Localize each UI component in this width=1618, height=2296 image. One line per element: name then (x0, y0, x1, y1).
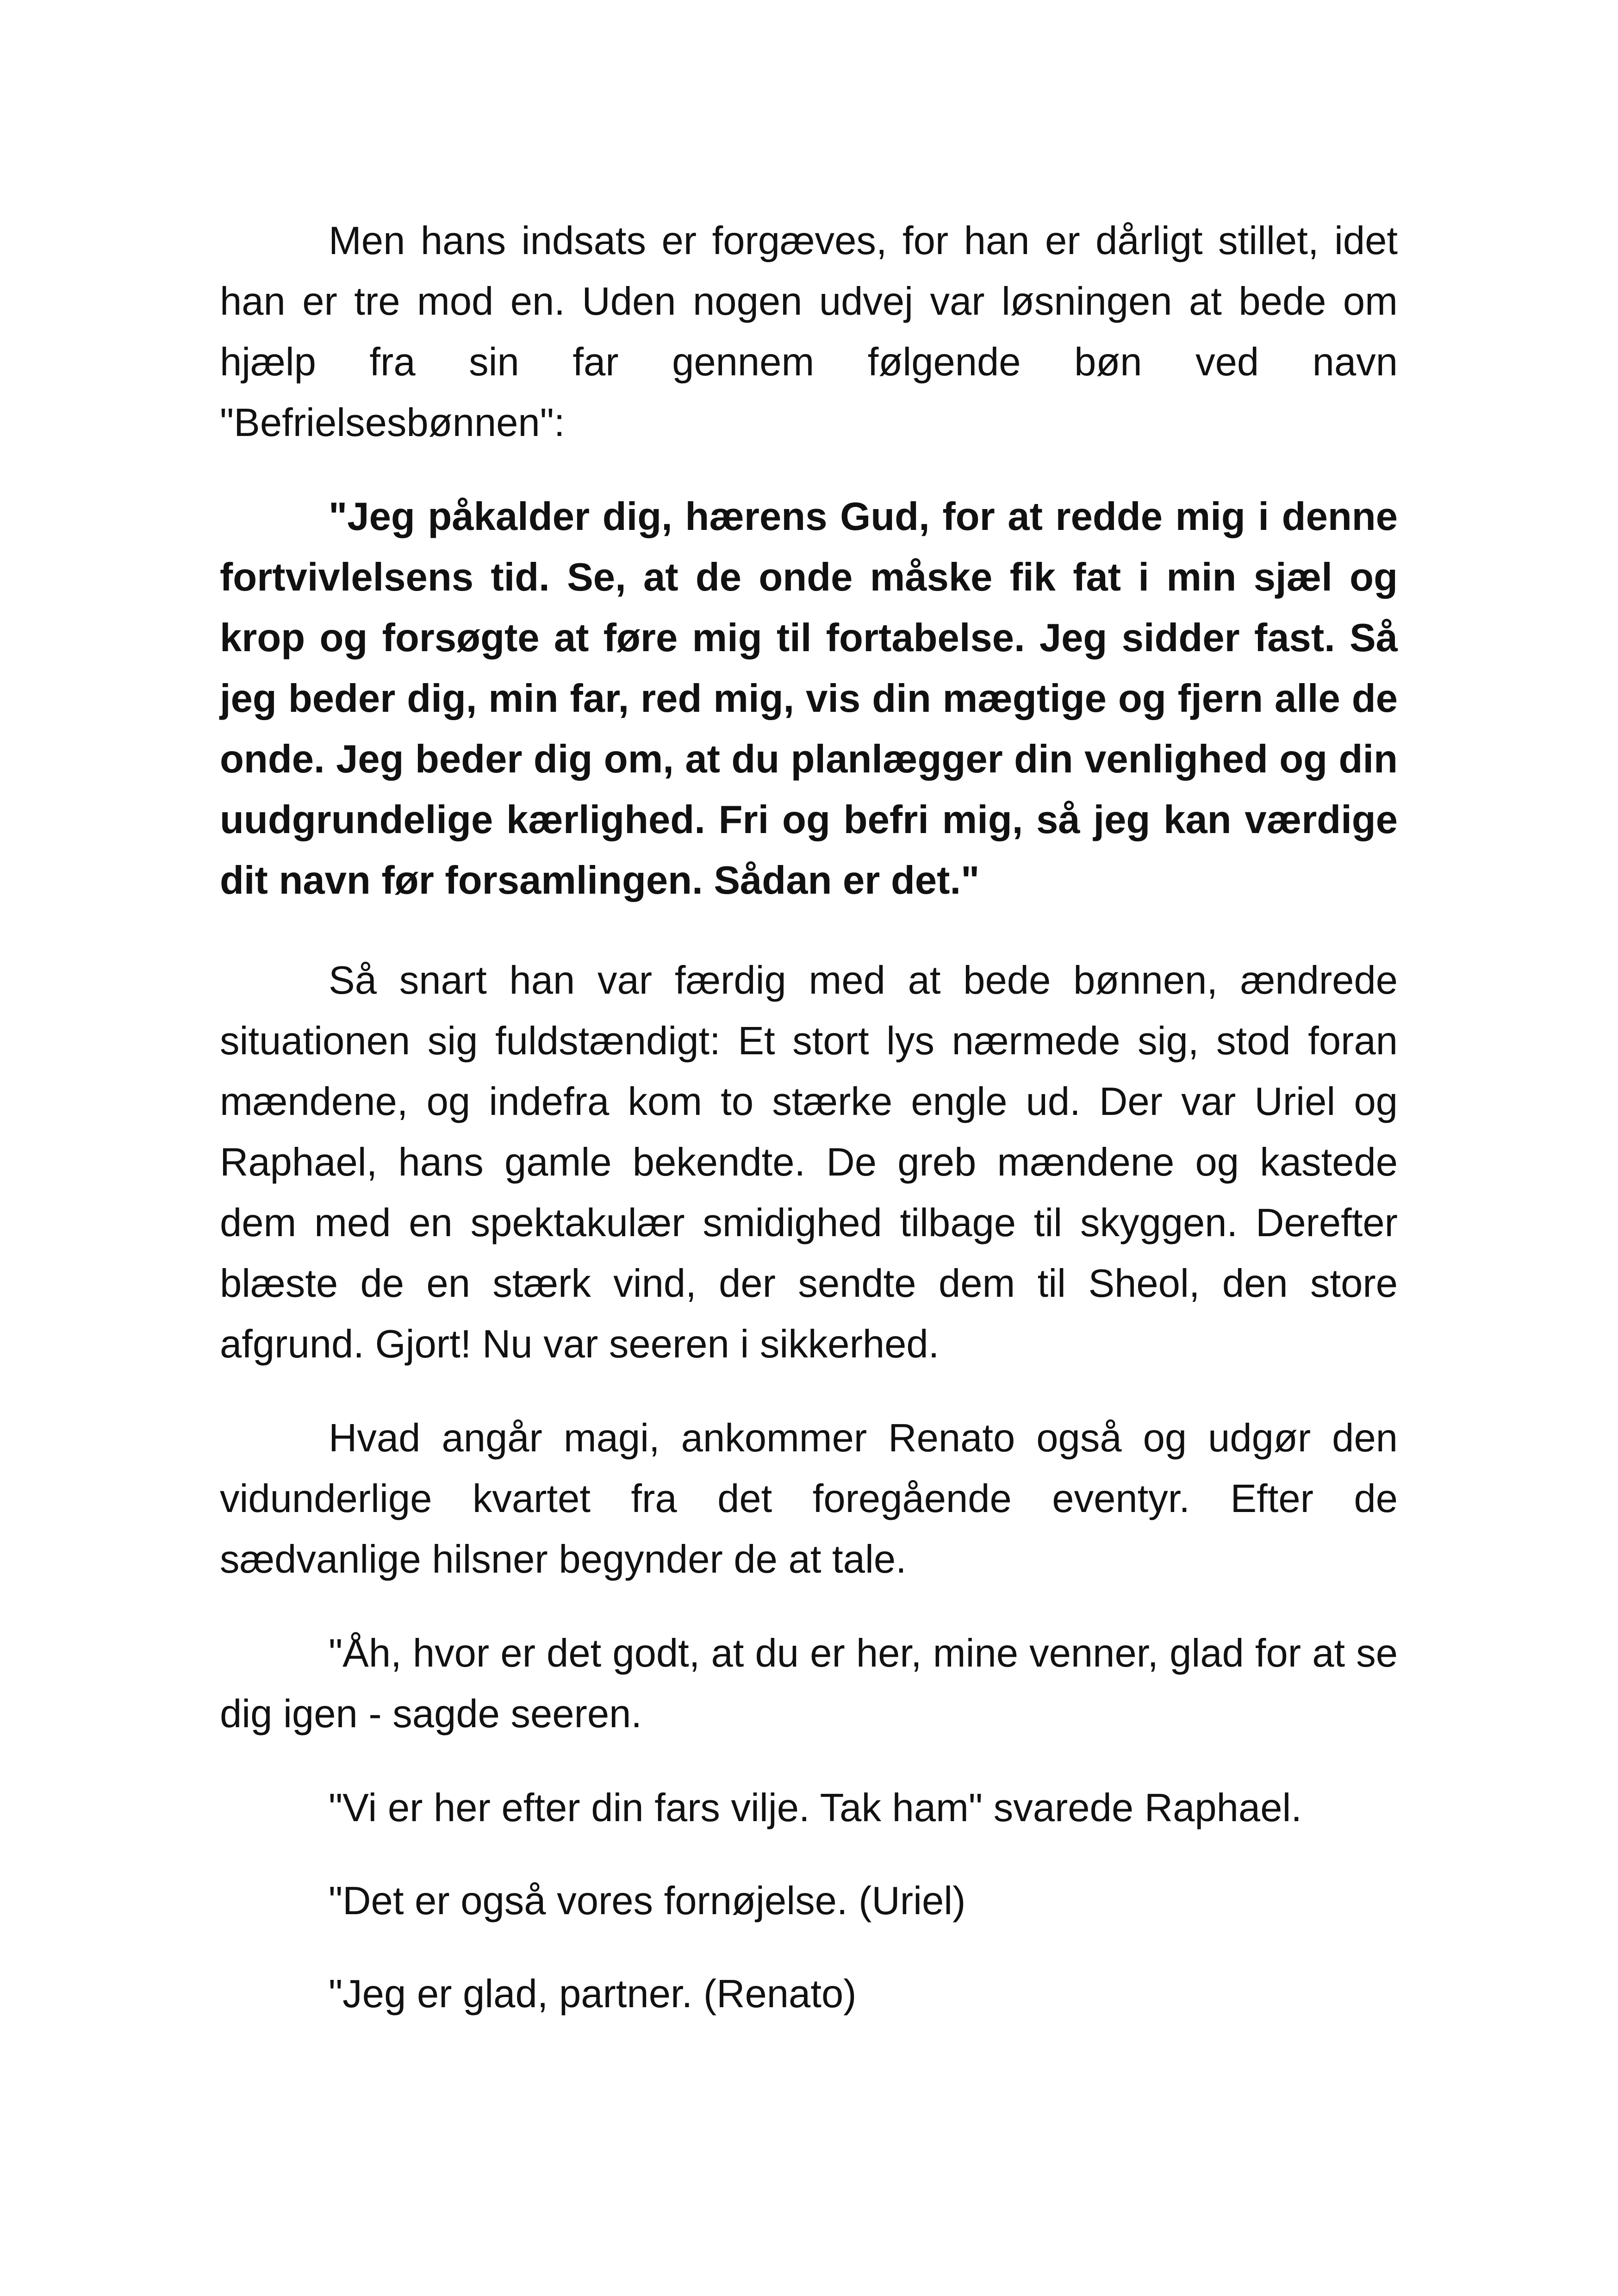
body-text (220, 211, 1398, 2057)
dialogue-seer: "Åh, hvor er det godt, at du er her, mine venner, glad for at se dig igen - sagde seeren. (220, 1631, 1398, 1736)
paragraph-prayer: "Jeg påkalder dig, hærens Gud, for at redde mig i denne fortvivlelsens tid. Se, at de onde måske fik fat i min sjæl og krop og forsøgte at føre mig til fortabelse. Jeg sidder fast. Så jeg beder dig, min far, red mig, vis din mægtige og fjern alle de onde. Jeg beder dig om, at du planlægger din venlighed og din uudgrundelige kærlighed. Fri og befri mig, så jeg kan værdige dit navn før forsamlingen. Sådan er det." (220, 495, 1398, 902)
dialogue-renato: "Jeg er glad, partner. (Renato) (329, 1972, 857, 2016)
paragraph-rescue: Så snart han var færdig med at bede bønnen, ændrede situationen sig fuldstændigt: Et stort lys nærmede sig, stod foran mændene, og indefra kom to stærke engle ud. Der var Uriel og Raphael, hans gamle bekendte. De greb mændene og kastede dem med en spektakulær smidighed tilbage til skyggen. Derefter blæste de en stærk vind, der sendte dem til Sheol, den store afgrund. Gjort! Nu var seeren i sikkerhed. (220, 958, 1398, 1366)
dialogue-raphael: "Vi er her efter din fars vilje. Tak ham" svarede Raphael. (329, 1786, 1302, 1830)
paragraph-intro: Men hans indsats er forgæves, for han er dårligt stillet, idet han er tre mod en. Uden nogen udvej var løsningen at bede om hjælp fra sin far gennem følgende bøn ved navn "Befrielsesbønnen": (220, 219, 1398, 445)
paragraph-renato-arrives: Hvad angår magi, ankommer Renato også og udgør den vidunderlige kvartet fra det foregående eventyr. Efter de sædvanlige hilsner begynder de at tale. (220, 1416, 1398, 1581)
dialogue-uriel: "Det er også vores fornøjelse. (Uriel) (329, 1879, 966, 1923)
